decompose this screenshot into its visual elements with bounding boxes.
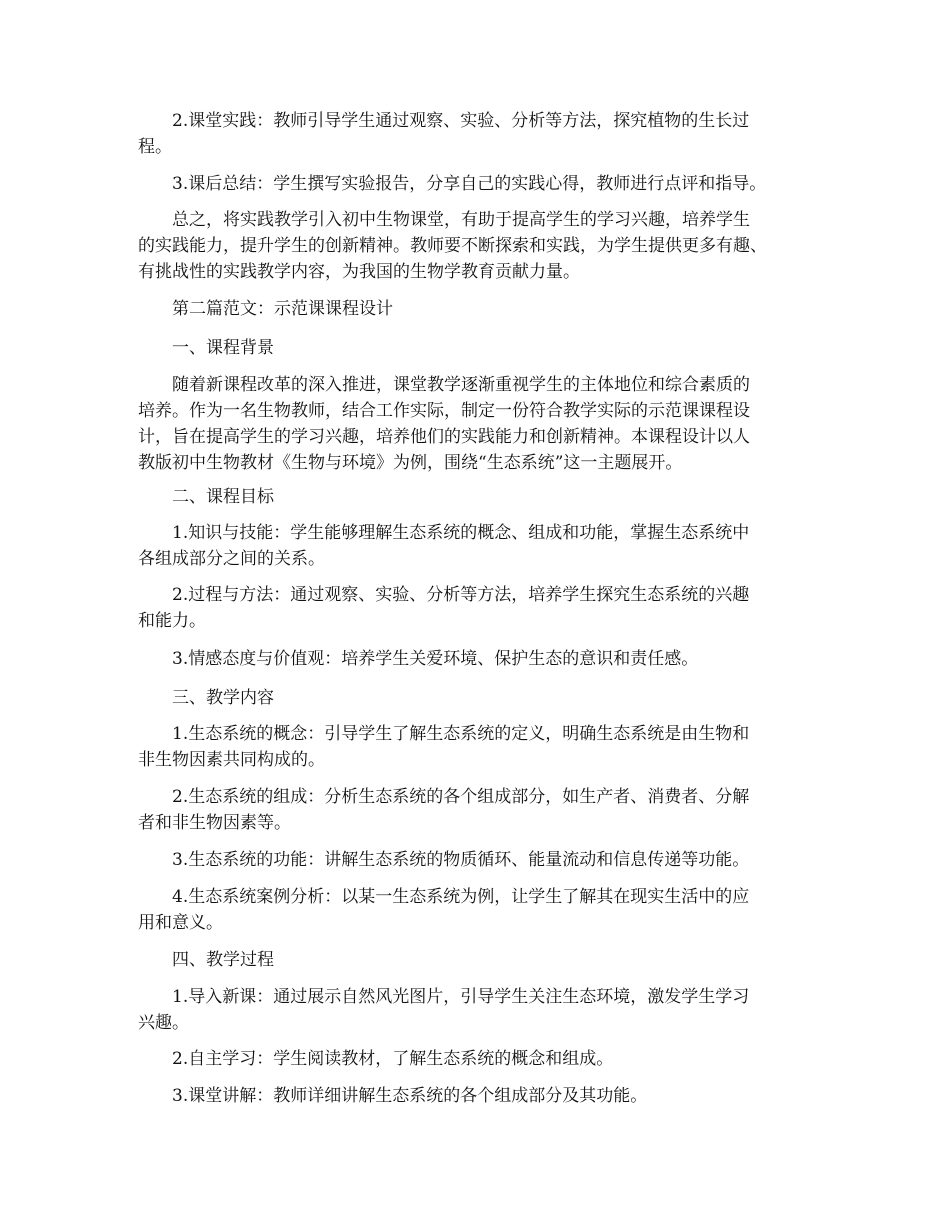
text-line: 非生物因素共同构成的。 — [138, 750, 325, 770]
section-heading — [138, 335, 838, 361]
text-line: 兴趣。 — [138, 1013, 189, 1033]
paragraph — [138, 207, 838, 285]
paragraph — [138, 108, 838, 160]
paragraph — [138, 984, 838, 1036]
paragraph — [138, 372, 838, 476]
text-line: 2.生态系统的组成：分析生态系统的各个组成部分，如生产者、消费者、分解 — [172, 787, 750, 807]
paragraph — [138, 1046, 838, 1072]
text-line: 有挑战性的实践教学内容，为我国的生物学教育贡献力量。 — [138, 262, 580, 282]
text-line: 3.生态系统的功能：讲解生态系统的物质循环、能量流动和信息传递等功能。 — [172, 850, 750, 870]
section-heading — [138, 484, 838, 510]
text-line: 3.课后总结：学生撰写实验报告，分享自己的实践心得，教师进行点评和指导。 — [172, 174, 767, 194]
text-line: 培养。作为一名生物教师，结合工作实际，制定一份符合教学实际的示范课课程设 — [138, 401, 750, 421]
text-line: 教版初中生物教材《生物与环境》为例，围绕“生态系统”这一主题展开。 — [138, 453, 683, 473]
text-line: 程。 — [138, 137, 172, 157]
text-line: 用和意义。 — [138, 913, 223, 933]
section-heading — [138, 685, 838, 711]
text-line: 3.课堂讲解：教师详细讲解生态系统的各个组成部分及其功能。 — [172, 1086, 648, 1106]
paragraph — [138, 784, 838, 836]
paragraph — [138, 520, 838, 572]
paragraph — [138, 721, 838, 773]
text-line: 4.生态系统案例分析：以某一生态系统为例，让学生了解其在现实生活中的应 — [172, 887, 750, 907]
text-line: 3.情感态度与价值观：培养学生关爱环境、保护生态的意识和责任感。 — [172, 649, 699, 669]
section-heading — [138, 947, 838, 973]
text-line: 2.课堂实践：教师引导学生通过观察、实验、分析等方法，探究植物的生长过 — [172, 111, 750, 131]
text-line: 1.生态系统的概念：引导学生了解生态系统的定义，明确生态系统是由生物和 — [172, 724, 750, 744]
text-line: 的实践能力，提升学生的创新精神。教师要不断探索和实践，为学生提供更多有趣、 — [138, 236, 767, 256]
text-line: 二、课程目标 — [172, 487, 274, 507]
text-line: 2.自主学习：学生阅读教材，了解生态系统的概念和组成。 — [172, 1049, 614, 1069]
text-line: 2.过程与方法：通过观察、实验、分析等方法，培养学生探究生态系统的兴趣 — [172, 585, 750, 605]
paragraph — [138, 1083, 838, 1109]
text-line: 1.导入新课：通过展示自然风光图片，引导学生关注生态环境，激发学生学习 — [172, 987, 750, 1007]
text-line: 第二篇范文：示范课课程设计 — [172, 299, 393, 319]
text-line: 一、课程背景 — [172, 338, 274, 358]
text-line: 计，旨在提高学生的学习兴趣，培养他们的实践能力和创新精神。本课程设计以人 — [138, 427, 750, 447]
paragraph — [138, 884, 838, 936]
text-line: 和能力。 — [138, 611, 206, 631]
text-line: 总之，将实践教学引入初中生物课堂，有助于提高学生的学习兴趣，培养学生 — [172, 210, 750, 230]
text-line: 四、教学过程 — [172, 950, 274, 970]
text-line: 三、教学内容 — [172, 688, 274, 708]
paragraph — [138, 171, 838, 197]
paragraph — [138, 582, 838, 634]
text-line: 各组成部分之间的关系。 — [138, 549, 325, 569]
text-line: 者和非生物因素等。 — [138, 813, 291, 833]
text-line: 随着新课程改革的深入推进，课堂教学逐渐重视学生的主体地位和综合素质的 — [172, 375, 750, 395]
text-line: 1.知识与技能：学生能够理解生态系统的概念、组成和功能，掌握生态系统中 — [172, 523, 750, 543]
paragraph — [138, 847, 838, 873]
section-title — [138, 296, 838, 322]
paragraph — [138, 646, 838, 672]
